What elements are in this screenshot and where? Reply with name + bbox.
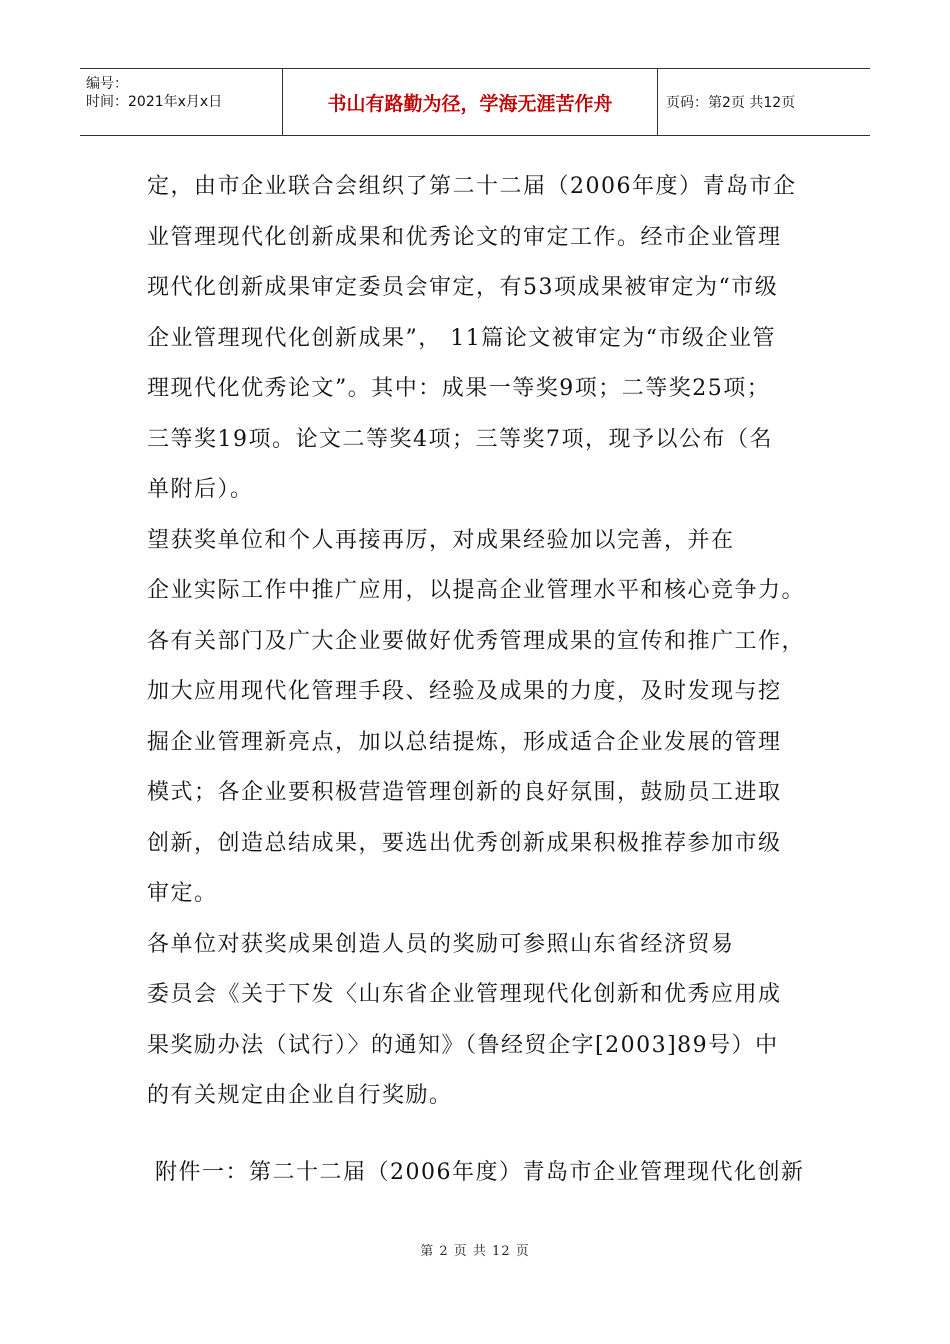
body-line: 加大应用现代化管理手段、经验及成果的力度，及时发现与挖 [147, 679, 782, 704]
body-line: 望获奖单位和个人再接再厉，对成果经验加以完善，并在 [147, 527, 735, 553]
body-line: 审定。 [147, 881, 218, 906]
body-line: 各单位对获奖成果创造人员的奖励可参照山东省经济贸易 [147, 931, 735, 957]
body-line: 单附后）。 [147, 477, 254, 502]
body-line: 委员会《关于下发〈山东省企业管理现代化创新和优秀应用成 [147, 982, 782, 1007]
body-line: 各有关部门及广大企业要做好优秀管理成果的宣传和推广工作， [147, 628, 806, 654]
body-line: 果奖励办法（试行）〉的通知》（鲁经贸企字[2003]89号）中 [147, 1032, 779, 1058]
document-number-label: 编号： [86, 76, 128, 92]
document-header [80, 68, 870, 136]
body-line: 理现代化优秀论文”。其中：成果一等奖9项；二等奖25项； [147, 376, 771, 401]
body-line: 模式；各企业要积极营造管理创新的良好氛围，鼓励员工进取 [147, 780, 782, 805]
header-page-number: 页码：第2页 共12页 [666, 95, 796, 111]
header-motto: 书山有路勤为径，学海无涯苦作舟 [283, 69, 658, 135]
body-line: 企业实际工作中推广应用，以提高企业管理水平和核心竞争力。 [147, 578, 806, 603]
body-line: 掘企业管理新亮点，加以总结提炼，形成适合企业发展的管理 [147, 729, 782, 755]
body-line: 业管理现代化创新成果和优秀论文的审定工作。经市企业管理 [147, 224, 782, 250]
page-footer: 第 2 页 共 12 页 [420, 1244, 530, 1259]
document-time-label: 时间：2021年x月x日 [86, 94, 223, 110]
body-line: 现代化创新成果审定委员会审定，有53项成果被审定为“市级 [147, 275, 779, 300]
body-line: 企业管理现代化创新成果”， 11篇论文被审定为“市级企业管 [147, 325, 776, 351]
document-body [147, 162, 807, 1122]
attachment-title: 附件一：第二十二届（2006年度）青岛市企业管理现代化创新 [155, 1160, 805, 1185]
body-line: 的有关规定由企业自行奖励。 [147, 1083, 453, 1108]
body-line: 创新，创造总结成果，要选出优秀创新成果积极推荐参加市级 [147, 830, 782, 856]
header-meta [80, 69, 283, 135]
body-line: 定，由市企业联合会组织了第二十二届（2006年度）青岛市企 [147, 174, 797, 199]
body-line: 三等奖19项。论文二等奖4项；三等奖7项，现予以公布（名 [147, 426, 773, 452]
